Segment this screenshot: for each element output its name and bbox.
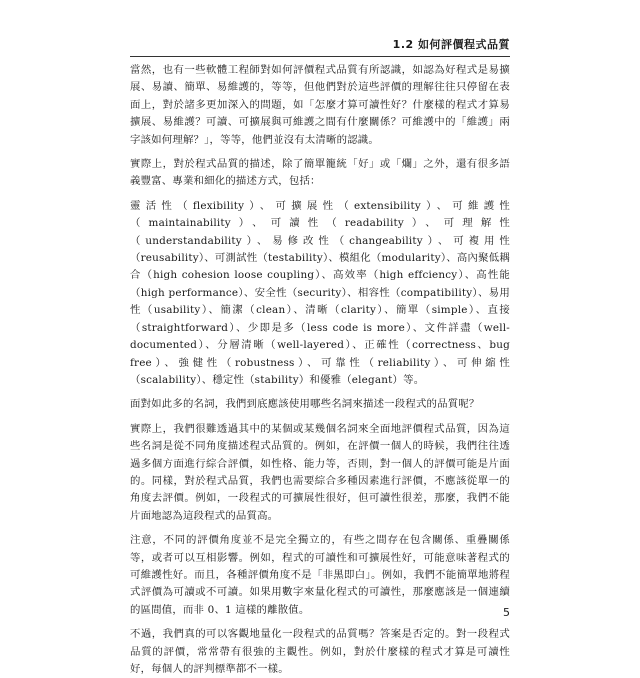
paragraph: 實際上，我們很難透過其中的某個或某幾個名詞來全面地評價程式品質，因為這些名詞是從不同角度描述程式品質的。例如，在評價一個人的時候，我們往往透過多個方面進行綜合評價，如性格、能力等，否則，對一個人的評價可能是片面的。同樣，對於程式品質，我們也需要綜合多種因素進行評價，不應該從單一的角度去評價。例如，一段程式的可擴展性很好，但可讀性很差，那麼，我們不能片面地認為這段程式的品質高。 xyxy=(130,422,510,522)
running-header xyxy=(130,34,510,57)
paragraph: 不過，我們真的可以客觀地量化一段程式的品質嗎？答案是否定的。對一段程式品質的評價，常常帶有很強的主觀性。例如，對於什麼樣的程式才算是可讀性好，每個人的評判標準都不一樣。 xyxy=(130,628,510,675)
paragraph: 面對如此多的名詞，我們到底應該使用哪些名詞來描述一段程式的品質呢？ xyxy=(130,398,480,411)
paragraph: 注意，不同的評價角度並不是完全獨立的，有些之間存在包含關係、重疊關係等，或者可以互相影響。例如，程式的可讀性和可擴展性好，可能意味著程式的可維護性好。而且，各種評價角度不是「非黑即白」。例如，我們不能簡單地將程式評價為可讀或不可讀。如果用數字來量化程式的可讀性，那麼應該是一個連續的區間值，而非 0、1 這樣的離散值。 xyxy=(130,534,510,616)
page-number: 5 xyxy=(503,606,510,619)
paragraph: 靈活性（flexibility）、可擴展性（extensibility）、可維護性（maintainability）、可讀性（readability）、可理解性（understandability）、易修改性（changeability）、可複用性（reusability）、可測試性（testability）、模組化（modularity）、高內聚低耦合（high cohesion loose coupling）、高效率（high effciency）、高性能（high performance）、安全性（security）、相容性（compatibility）、易用性（usability）、簡潔（clean）、清晰（clarity）、簡單（simple）、直接（straightforward）、少即是多（less code is more）、文件詳盡（well-documented）、分層清晰（well-layered）、正確性（correctness、bug free）、強健性（robustness）、可靠性（reliability）、可伸縮性（scalability）、穩定性（stability）和優雅（elegant）等。 xyxy=(130,199,510,386)
paragraph: 當然，也有一些軟體工程師對如何評價程式品質有所認識，如認為好程式是易擴展、易讀、簡單、易維護的，等等，但他們對於這些評價的理解往往只停留在表面上，對於諸多更加深入的問題，如「怎麼才算可讀性好？什麼樣的程式才算易擴展、易維護？可讀、可擴展與可維護之間有什麼關係？可維護中的「維護」兩字該如何理解？」，等等，他們並沒有太清晰的認識。 xyxy=(130,64,510,146)
section-title: 1.2 如何評價程式品質 xyxy=(392,38,510,51)
body-text xyxy=(130,62,510,675)
paragraph: 實際上，對於程式品質的描述，除了簡單籠統「好」或「爛」之外，還有很多語義豐富、專業和細化的描述方式，包括： xyxy=(130,158,510,188)
